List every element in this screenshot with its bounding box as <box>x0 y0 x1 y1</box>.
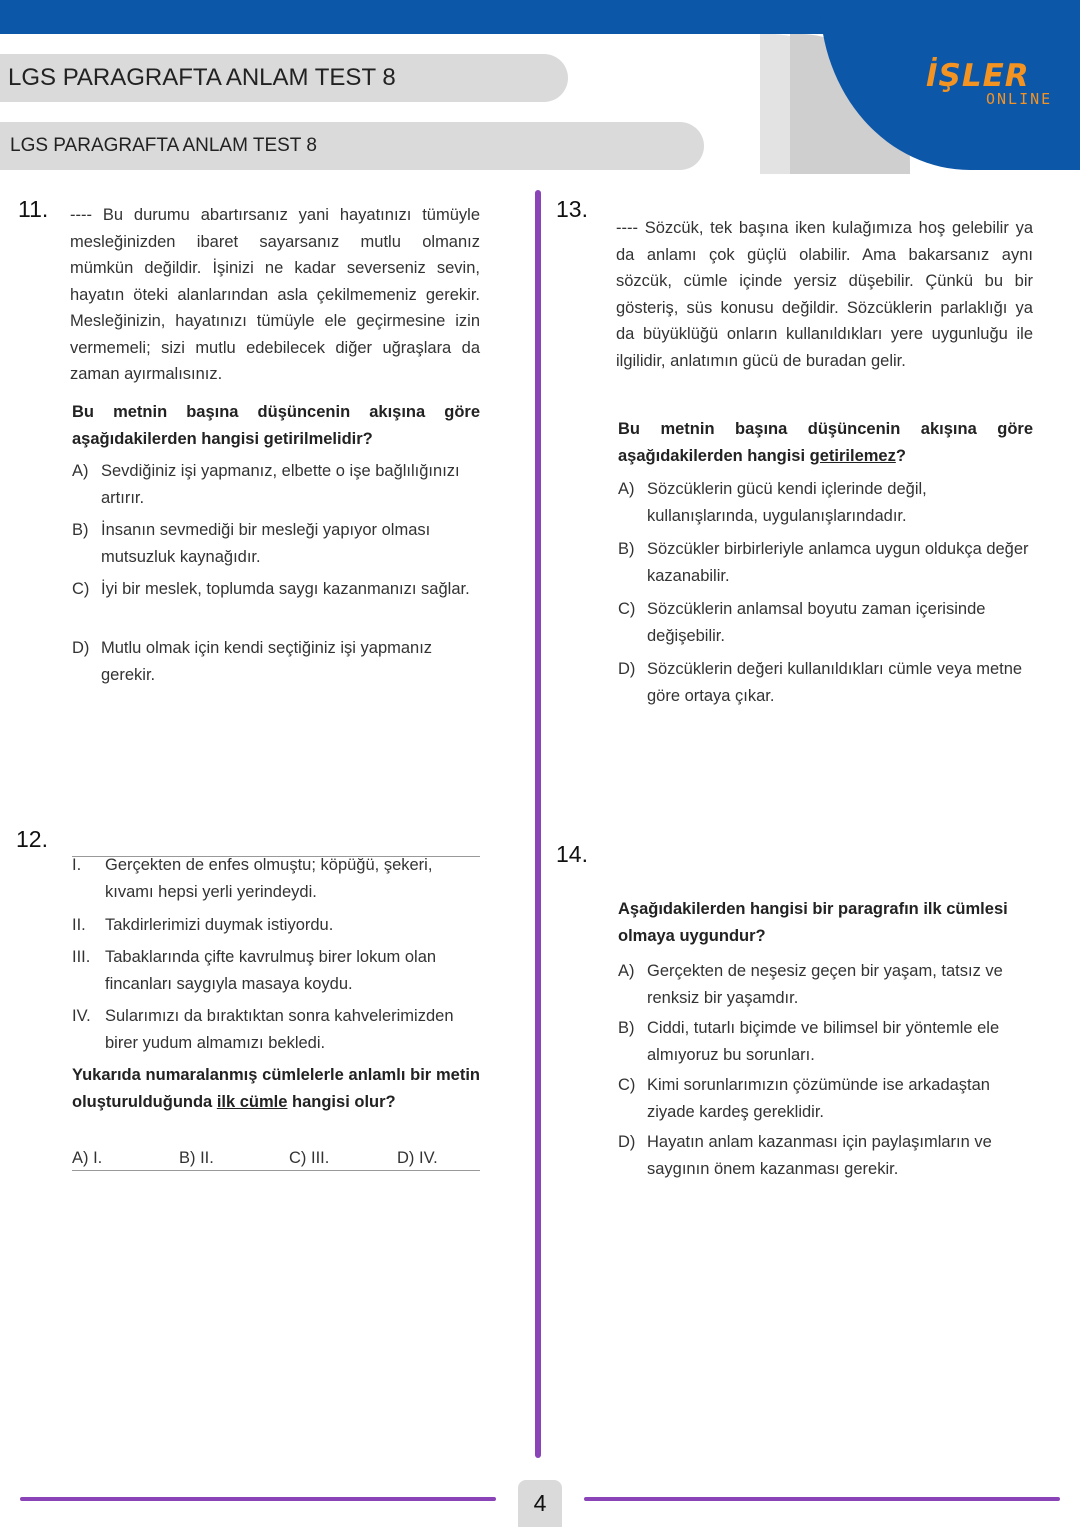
answer-option-d[interactable]: D) IV. <box>397 1149 438 1167</box>
answer-option-b[interactable]: B) Sözcükler birbirleriyle anlamca uygun oldukça değer kazanabilir. <box>618 540 1029 585</box>
answer-option-c[interactable]: C) Sözcüklerin anlamsal boyutu zaman içerisinde değişebilir. <box>618 600 986 645</box>
answer-option-c[interactable]: C) Kimi sorunlarımızın çözümünde ise arkadaştan ziyade kardeş gereklidir. <box>618 1076 990 1121</box>
page-number: 4 <box>533 1490 547 1516</box>
sentence-ii: II. Takdirlerimizi duymak istiyordu. <box>72 916 334 934</box>
sentence-iii: III. Tabaklarında çifte kavrulmuş birer lokum olan fincanları saygıyla masaya koydu. <box>72 948 437 993</box>
logo-sub-text: ONLINE <box>986 90 1053 108</box>
question-stem: Bu metnin başına düşüncenin akışına göre aşağıdakilerden hangisi getirilemez? <box>618 420 1033 465</box>
column-divider <box>535 190 541 1458</box>
answer-option-c[interactable]: C) İyi bir meslek, toplumda saygı kazanmanızı sağlar. <box>72 580 470 598</box>
sentence-i: I. Gerçekten de enfes olmuştu; köpüğü, şekeri, kıvamı hepsi yerli yerindeydi. <box>72 856 433 901</box>
page-title: LGS PARAGRAFTA ANLAM TEST 8 <box>8 64 396 91</box>
answer-option-b[interactable]: B) İnsanın sevmediği bir mesleği yapıyor olması mutsuzluk kaynağıdır. <box>72 521 431 566</box>
logo-main-text: İŞLER <box>926 58 1030 94</box>
question-stem: Yukarıda numaralanmış cümlelerle anlamlı bir metin oluşturulduğunda ilk cümle hangisi olur? <box>72 1066 480 1111</box>
header-title-bar <box>0 54 568 102</box>
answer-option-a[interactable]: A) Sözcüklerin gücü kendi içlerinde değil, kullanışlarında, uygulanışlarındadır. <box>618 480 927 525</box>
footer-line-left <box>20 1497 496 1501</box>
question-number: 12. <box>16 826 48 852</box>
answer-option-b[interactable]: B) II. <box>179 1149 214 1167</box>
footer-line-right <box>584 1497 1060 1501</box>
answer-option-d[interactable]: D) Hayatın anlam kazanması için paylaşımların ve saygının önem kazanması gerekir. <box>618 1133 992 1178</box>
question-number: 13. <box>556 196 588 222</box>
question-paragraph: ---- Sözcük, tek başına iken kulağımıza hoş gelebilir ya da anlamı çok güçlü olabilir. Ama bakarsanız aynı sözcük, cümle içinde yersiz düşebilir. Çünkü bu bir gösteriş, süs konusu değildir. Sözcüklerin parlaklığı ya da büyüklüğü onların kullanıldıkları yere uygunluğu ile ilgilidir, anlatımın gücü de buradan gelir. <box>616 219 1033 370</box>
question-stem: Aşağıdakilerden hangisi bir paragrafın ilk cümlesi olmaya uygundur? <box>618 900 1008 945</box>
brand-logo <box>926 58 1066 114</box>
answer-option-d[interactable]: D) Sözcüklerin değeri kullanıldıkları cümle veya metne göre ortaya çıkar. <box>618 660 1023 705</box>
answer-option-d[interactable]: D) Mutlu olmak için kendi seçtiğiniz işi yapmanız gerekir. <box>72 639 433 684</box>
question-number: 11. <box>18 196 49 222</box>
question-paragraph: ---- Bu durumu abartırsanız yani hayatınızı tümüyle mesleğinizden ibaret sayarsanız mutlu olmanız mümkün değildir. İşinizi ne kadar severseniz sevin, hayatın öteki alanlarından asla çekilmemeniz gerekir. Mesleğinizin, hayatınızı tümüyle ele geçirmesine izin vermemeli; sizi mutlu edebilecek diğer uğraşlara da zaman ayırmalısınız. <box>70 206 480 383</box>
bottom-rule <box>72 1170 480 1171</box>
page-number-box <box>518 1480 562 1527</box>
answer-option-a[interactable]: A) Gerçekten de neşesiz geçen bir yaşam, tatsız ve renksiz bir yaşamdır. <box>618 962 1003 1007</box>
header-subtitle-bar <box>0 122 704 170</box>
question-number: 14. <box>556 841 588 867</box>
question-stem: Bu metnin başına düşüncenin akışına göre aşağıdakilerden hangisi getirilmelidir? <box>72 403 480 448</box>
answer-option-b[interactable]: B) Ciddi, tutarlı biçimde ve bilimsel bir yöntemle ele almıyoruz bu sorunları. <box>618 1019 1000 1064</box>
answer-option-a[interactable]: A) I. <box>72 1149 103 1167</box>
answer-option-a[interactable]: A) Sevdiğiniz işi yapmanız, elbette o işe bağlılığınızı artırır. <box>72 462 460 507</box>
sentence-iv: IV. Sularımızı da bıraktıktan sonra kahvelerimizden birer yudum almamızı bekledi. <box>72 1007 454 1052</box>
page-subtitle: LGS PARAGRAFTA ANLAM TEST 8 <box>10 135 317 156</box>
answer-option-c[interactable]: C) III. <box>289 1149 330 1167</box>
